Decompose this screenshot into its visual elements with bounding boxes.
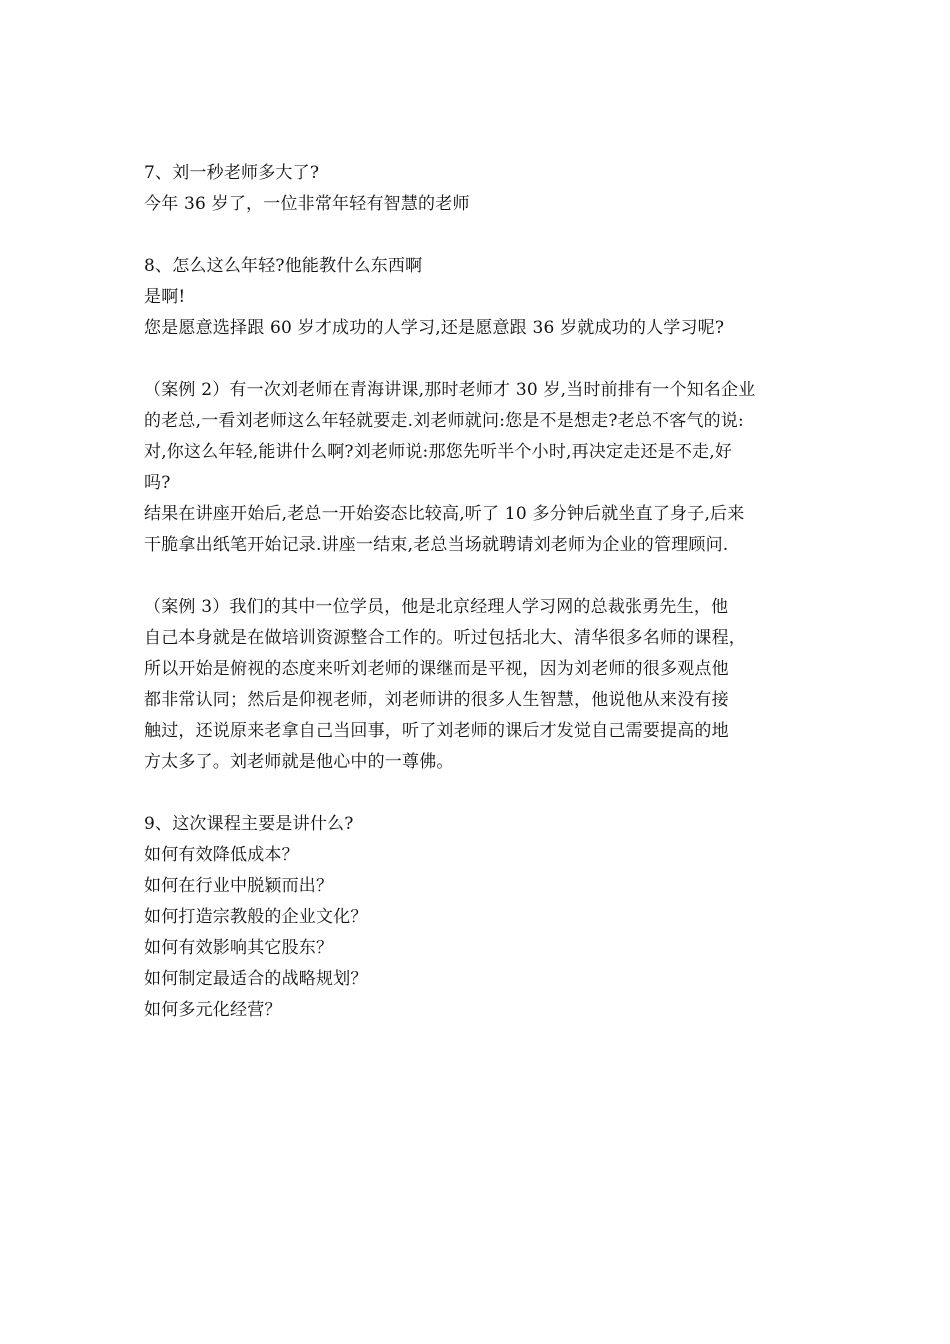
course-topic-item: 如何制定最适合的战略规划？ bbox=[144, 969, 368, 989]
case-2-line: 对,你这么年轻,能讲什么啊?刘老师说:那您先听半个小时,再决定走还是不走,好 bbox=[144, 442, 733, 462]
paragraph-gap bbox=[144, 220, 824, 251]
question-9-section bbox=[144, 809, 824, 1026]
case-3-line: 自己本身就是在做培训资源整合工作的。听过包括北大、清华很多名师的课程， bbox=[144, 628, 746, 648]
course-topic-item: 如何有效影响其它股东？ bbox=[144, 938, 334, 958]
case-2-line: 的老总,一看刘老师这么年轻就要走.刘老师就问:您是不是想走?老总不客气的说: bbox=[144, 411, 744, 431]
question-8-section bbox=[144, 251, 824, 344]
document-page bbox=[144, 158, 824, 1026]
course-topic-item: 如何在行业中脱颖而出？ bbox=[144, 876, 334, 896]
question-9-text: 9、这次课程主要是讲什么? bbox=[144, 814, 354, 834]
answer-8-line-2: 您是愿意选择跟 60 岁才成功的人学习,还是愿意跟 36 岁就成功的人学习呢? bbox=[144, 318, 725, 338]
case-2-line: 结果在讲座开始后,老总一开始姿态比较高,听了 10 多分钟后就坐直了身子,后来 bbox=[144, 504, 745, 524]
paragraph-gap bbox=[144, 344, 824, 375]
course-topic-item: 如何有效降低成本？ bbox=[144, 845, 299, 865]
paragraph-gap bbox=[144, 561, 824, 592]
case-3-line: 都非常认同；然后是仰视老师，刘老师讲的很多人生智慧，他说他从来没有接 bbox=[144, 690, 729, 710]
case-3-line: 方太多了。刘老师就是他心中的一尊佛。 bbox=[144, 752, 454, 772]
paragraph-gap bbox=[144, 778, 824, 809]
question-7-text: 7、刘一秒老师多大了? bbox=[144, 163, 320, 183]
course-topic-item: 如何多元化经营？ bbox=[144, 1000, 282, 1020]
question-7-section bbox=[144, 158, 824, 220]
case-2-line: 干脆拿出纸笔开始记录.讲座一结束,老总当场就聘请刘老师为企业的管理顾问. bbox=[144, 535, 729, 555]
case-3-line: 所以开始是俯视的态度来听刘老师的课继而是平视，因为刘老师的很多观点他 bbox=[144, 659, 729, 679]
case-3-line: 触过，还说原来老拿自己当回事，听了刘老师的课后才发觉自己需要提高的地 bbox=[144, 721, 729, 741]
answer-8-line-1: 是啊! bbox=[144, 287, 186, 307]
answer-7-text: 今年 36 岁了，一位非常年轻有智慧的老师 bbox=[144, 194, 470, 214]
case-2-line: （案例 2）有一次刘老师在青海讲课,那时老师才 30 岁,当时前排有一个知名企业 bbox=[144, 380, 756, 400]
case-2-line: 吗? bbox=[144, 473, 171, 493]
case-3-section bbox=[144, 592, 824, 778]
course-topic-item: 如何打造宗教般的企业文化？ bbox=[144, 907, 368, 927]
case-2-section bbox=[144, 375, 824, 561]
case-3-line: （案例 3）我们的其中一位学员，他是北京经理人学习网的总裁张勇先生，他 bbox=[144, 597, 729, 617]
question-8-text: 8、怎么这么年轻?他能教什么东西啊 bbox=[144, 256, 423, 276]
